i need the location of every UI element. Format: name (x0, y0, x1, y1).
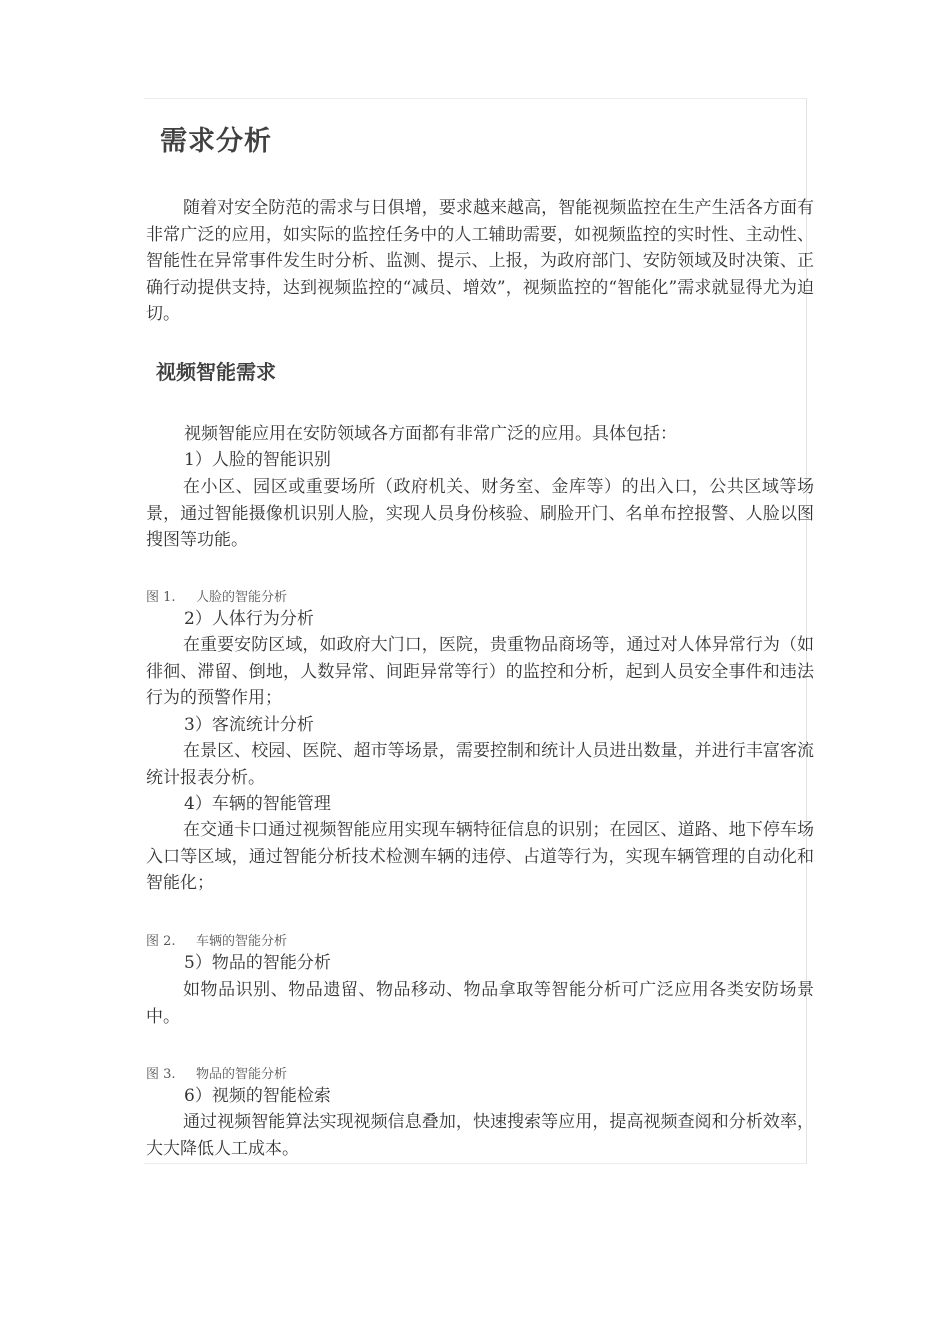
item-title-object: 5）物品的智能分析 (184, 953, 331, 973)
figure-caption-3 (146, 1066, 287, 1084)
item-title-face: 1）人脸的智能识别 (184, 450, 331, 470)
item-body-passenger-flow: 在景区、校园、医院、超市等场景，需要控制和统计人员进出数量，并进行丰富客流统计报表分析。 (146, 741, 814, 788)
item-body-object: 如物品识别、物品遗留、物品移动、物品拿取等智能分析可广泛应用各类安防场景中。 (146, 980, 814, 1027)
section-heading: 需求分析 (160, 126, 272, 157)
caption-text: 物品的智能分析 (196, 1067, 288, 1082)
caption-text: 车辆的智能分析 (196, 934, 288, 949)
item-body-face: 在小区、园区或重要场所（政府机关、财务室、金库等）的出入口，公共区域等场景，通过智能摄像机识别人脸，实现人员身份核验、刷脸开门、名单布控报警、人脸以图搜图等功能。 (146, 477, 814, 551)
caption-text: 人脸的智能分析 (196, 590, 288, 605)
item-title-body-behavior: 2）人体行为分析 (184, 609, 314, 629)
lead-text: 视频智能应用在安防领域各方面都有非常广泛的应用。具体包括： (184, 424, 677, 444)
caption-number: 图 3. (146, 1067, 176, 1082)
caption-number: 图 2. (146, 934, 176, 949)
caption-number: 图 1. (146, 590, 176, 605)
intro-paragraph: 随着对安全防范的需求与日俱增，要求越来越高，智能视频监控在生产生活各方面有非常广泛的应用，如实际的监控任务中的人工辅助需要，如视频监控的实时性、主动性、智能性在异常事件发生时分析、监测、提示、上报，为政府部门、安防领域及时决策、正确行动提供支持，达到视频监控的“减员、增效”，视频监控的“智能化”需求就显得尤为迫切。 (146, 198, 814, 325)
item-title-passenger-flow: 3）客流统计分析 (184, 715, 314, 735)
page-frame-bottom (144, 1163, 806, 1164)
item-title-retrieval: 6）视频的智能检索 (184, 1086, 331, 1106)
item-body-retrieval: 通过视频智能算法实现视频信息叠加，快速搜索等应用，提高视频查阅和分析效率，大大降低人工成本。 (146, 1112, 814, 1159)
item-title-vehicle: 4）车辆的智能管理 (184, 794, 331, 814)
item-body-vehicle: 在交通卡口通过视频智能应用实现车辆特征信息的识别；在园区、道路、地下停车场入口等区域，通过智能分析技术检测车辆的违停、占道等行为，实现车辆管理的自动化和智能化； (146, 820, 814, 894)
figure-caption-1 (146, 589, 287, 607)
figure-caption-2 (146, 933, 287, 951)
page-frame-top (144, 98, 806, 99)
item-body-body-behavior: 在重要安防区域，如政府大门口，医院，贵重物品商场等，通过对人体异常行为（如徘徊、滞留、倒地，人数异常、间距异常等行）的监控和分析，起到人员安全事件和违法行为的预警作用； (146, 635, 814, 709)
subsection-heading: 视频智能需求 (156, 360, 276, 384)
